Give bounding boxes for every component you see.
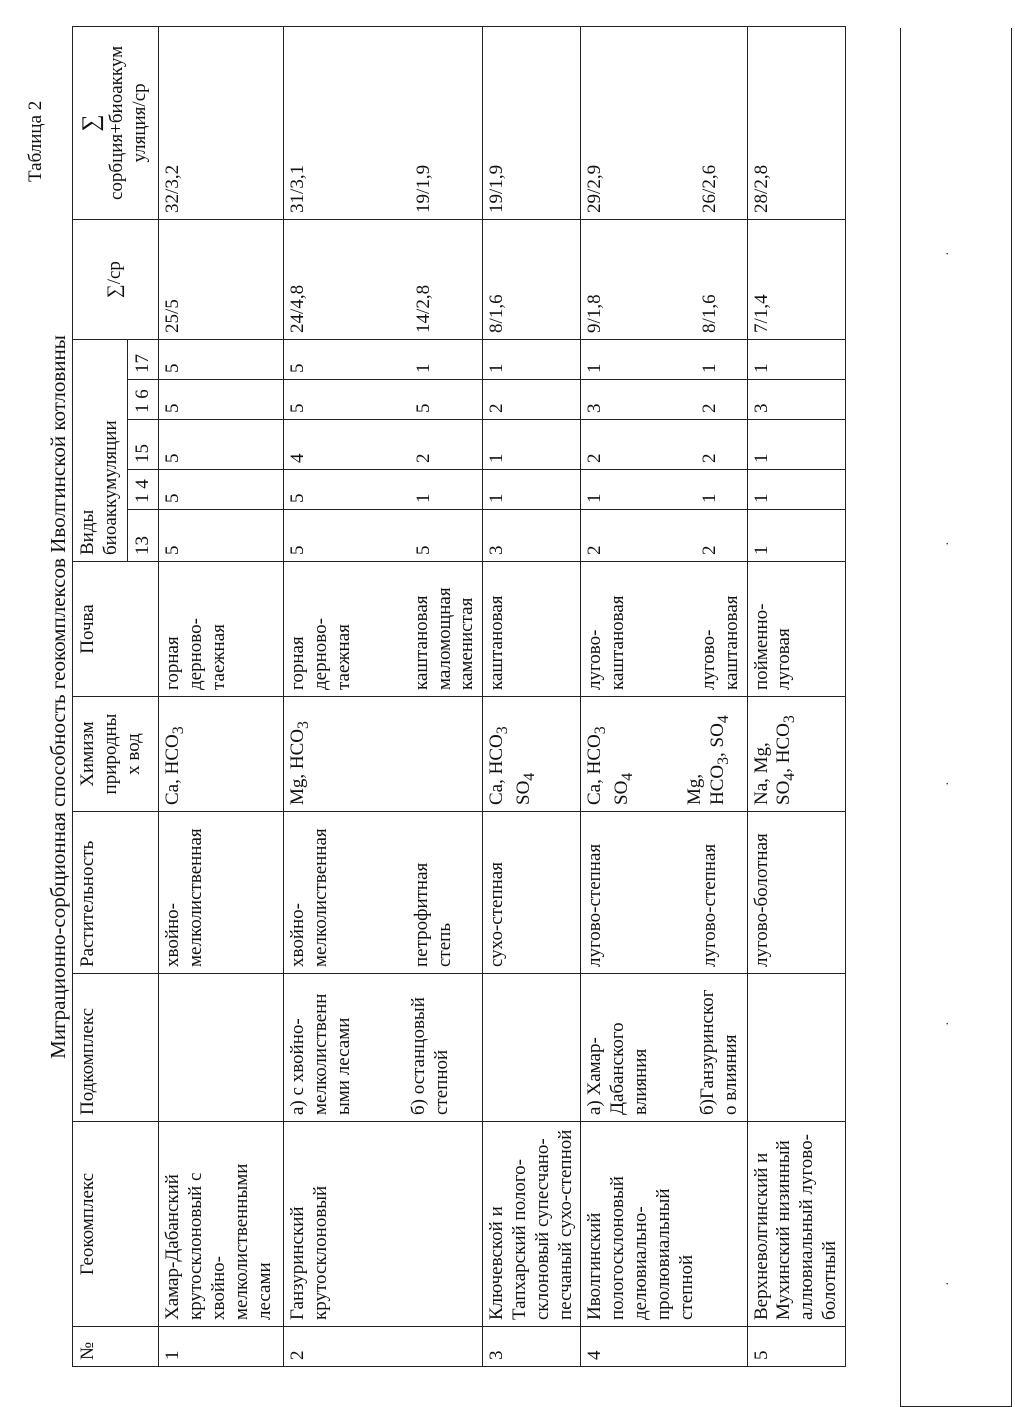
cell-b16: 2 bbox=[483, 380, 581, 420]
b17-a: 1 bbox=[584, 363, 606, 373]
sum-b: 14/2,8 bbox=[413, 284, 435, 333]
scan-speck: · bbox=[941, 1281, 956, 1286]
cell-subcomplex bbox=[581, 974, 747, 1122]
cell-subcomplex bbox=[159, 974, 284, 1122]
cell-total bbox=[284, 26, 483, 219]
cell-num: 3 bbox=[483, 1327, 581, 1367]
subheader-13: 13 bbox=[127, 510, 159, 562]
cell-geocomplex: Верхневолгинский и Мухинский низинный аллювиальный лугово-болотный bbox=[747, 1122, 845, 1327]
chemistry-a: Ca, $HCO_3$ $SO_4$ bbox=[584, 726, 636, 805]
cell-chemistry: Na, Mg, $SO_4$, $HCO_3$ bbox=[747, 697, 845, 812]
table-row bbox=[483, 26, 581, 1366]
b16-b: 5 bbox=[413, 403, 435, 413]
cell-b13 bbox=[581, 510, 747, 562]
subheader-14: 1 4 bbox=[127, 470, 159, 510]
footer-frame bbox=[900, 28, 1012, 1407]
cell-sum: 25/5 bbox=[159, 219, 284, 339]
cell-geocomplex: Ганзуринский крутосклоновый bbox=[284, 1122, 483, 1327]
table-row bbox=[284, 26, 483, 1366]
cell-b17 bbox=[581, 339, 747, 379]
cell-b13: 1 bbox=[747, 510, 845, 562]
b13-b: 2 bbox=[699, 545, 721, 555]
header-soil: Почва bbox=[73, 562, 159, 697]
b14-b: 1 bbox=[699, 493, 721, 503]
cell-total: 28/2,8 bbox=[747, 26, 845, 219]
b14-a: 5 bbox=[287, 493, 309, 503]
soil-b: лугово-каштановая bbox=[697, 595, 742, 690]
header-geocomplex: Геокомплекс bbox=[73, 1122, 159, 1327]
cell-b14 bbox=[284, 470, 483, 510]
cell-b16 bbox=[284, 380, 483, 420]
cell-b15: 5 bbox=[159, 420, 284, 470]
b16-b: 2 bbox=[699, 403, 721, 413]
header-row bbox=[73, 26, 128, 1366]
cell-chemistry: Mg, $HCO_3$ bbox=[284, 697, 483, 812]
cell-b14 bbox=[581, 470, 747, 510]
b15-a: 2 bbox=[584, 453, 606, 463]
cell-soil: пойменно-луговая bbox=[747, 562, 845, 697]
header-chem-line1: Химизм природны bbox=[77, 713, 121, 795]
b15-b: 2 bbox=[699, 453, 721, 463]
cell-subcomplex bbox=[483, 974, 581, 1122]
table-caption: Таблица 2 bbox=[25, 100, 46, 182]
header-water-chemistry bbox=[73, 697, 159, 812]
header-total-line1: сорбция+биоаккум bbox=[105, 45, 127, 201]
cell-sum: 7/1,4 bbox=[747, 219, 845, 339]
cell-subcomplex bbox=[747, 974, 845, 1122]
data-table bbox=[72, 26, 846, 1367]
cell-chemistry: Ca, $HCO_3$ $SO_4$ bbox=[483, 697, 581, 812]
soil-b: каштановая маломощная каменистая bbox=[410, 587, 478, 690]
cell-b13: 3 bbox=[483, 510, 581, 562]
chemistry-b: Mg, $HCO_3$, $SO_4$ bbox=[683, 715, 732, 805]
vegetation-a: лугово-степная bbox=[584, 843, 606, 967]
cell-chemistry bbox=[581, 697, 747, 812]
table-row bbox=[747, 26, 845, 1366]
cell-b16: 5 bbox=[159, 380, 284, 420]
total-b: 19/1,9 bbox=[413, 164, 435, 213]
cell-num: 1 bbox=[159, 1327, 284, 1367]
cell-b15: 1 bbox=[483, 420, 581, 470]
header-bioaccumulation bbox=[73, 339, 128, 561]
vegetation-a: хвойно-мелколиственная bbox=[287, 828, 332, 967]
scan-speck: · bbox=[941, 251, 956, 256]
vegetation-b: петрофитная степь bbox=[410, 862, 455, 967]
header-chem-line2: х вод bbox=[122, 733, 144, 775]
cell-b15 bbox=[284, 420, 483, 470]
cell-b14: 5 bbox=[159, 470, 284, 510]
cell-vegetation bbox=[284, 812, 483, 974]
header-bio-line2: биоаккумуляции bbox=[99, 420, 121, 555]
vegetation-b: лугово-степная bbox=[699, 843, 721, 967]
cell-b17 bbox=[284, 339, 483, 379]
b14-b: 1 bbox=[413, 493, 435, 503]
subheader-16: 1 6 bbox=[127, 380, 159, 420]
b15-a: 4 bbox=[287, 453, 309, 463]
cell-b16: 3 bbox=[747, 380, 845, 420]
cell-chemistry: Ca, $HCO_3$ bbox=[159, 697, 284, 812]
cell-b15 bbox=[581, 420, 747, 470]
cell-total: 32/3,2 bbox=[159, 26, 284, 219]
table-row bbox=[159, 26, 284, 1366]
header-total-symbol: ∑ bbox=[78, 114, 104, 132]
cell-b14: 1 bbox=[747, 470, 845, 510]
cell-sum bbox=[581, 219, 747, 339]
cell-b17: 1 bbox=[483, 339, 581, 379]
table-row bbox=[581, 26, 747, 1366]
cell-soil: каштановая bbox=[483, 562, 581, 697]
b13-b: 5 bbox=[413, 545, 435, 555]
cell-num: 5 bbox=[747, 1327, 845, 1367]
b17-b: 1 bbox=[699, 363, 721, 373]
cell-b16 bbox=[581, 380, 747, 420]
sum-a: 24/4,8 bbox=[287, 284, 309, 333]
cell-b17: 5 bbox=[159, 339, 284, 379]
cell-total bbox=[581, 26, 747, 219]
cell-soil bbox=[581, 562, 747, 697]
total-a: 29/2,9 bbox=[584, 164, 606, 213]
header-subcomplex: Подкомплекс bbox=[73, 974, 159, 1122]
cell-soil bbox=[284, 562, 483, 697]
header-total-line2: уляция/ср bbox=[128, 83, 150, 163]
scan-speck: · bbox=[941, 781, 956, 786]
sum-b: 8/1,6 bbox=[699, 294, 721, 333]
cell-geocomplex: Иволгинский пологосклоновый делювиально-пролювиальный степной bbox=[581, 1122, 747, 1327]
b16-a: 3 bbox=[584, 403, 606, 413]
cell-sum: 8/1,6 bbox=[483, 219, 581, 339]
subcomplex-a: а) Хамар-Дабанского влияния bbox=[584, 1022, 651, 1115]
cell-b13 bbox=[284, 510, 483, 562]
cell-b17: 1 bbox=[747, 339, 845, 379]
soil-a: горная дерново-таежная bbox=[287, 618, 354, 690]
cell-b13: 5 bbox=[159, 510, 284, 562]
subcomplex-b: б) останцовый степной bbox=[407, 997, 452, 1115]
b13-a: 5 bbox=[287, 545, 309, 555]
subcomplex-b: б)Ганзуринског о влияния bbox=[696, 989, 741, 1115]
cell-vegetation: сухо-степная bbox=[483, 812, 581, 974]
table-title: Миграционно-сорбционная способность геокомплексов Иволгинской котловины bbox=[46, 335, 70, 1059]
cell-vegetation: хвойно-мелколиственная bbox=[159, 812, 284, 974]
total-a: 31/3,1 bbox=[287, 164, 309, 213]
subheader-17: 17 bbox=[127, 339, 159, 379]
cell-num: 4 bbox=[581, 1327, 747, 1367]
cell-geocomplex: Хамар-Дабанский крутосклоновый с хвойно-мелколиственными лесами bbox=[159, 1122, 284, 1327]
cell-geocomplex: Ключевской и Тапхарский полого-склоновый супесчано-песчаный сухо-степной bbox=[483, 1122, 581, 1327]
header-num: № bbox=[73, 1327, 159, 1367]
cell-sum bbox=[284, 219, 483, 339]
cell-vegetation bbox=[581, 812, 747, 974]
soil-a: лугово-каштановая bbox=[584, 595, 629, 690]
header-vegetation: Растительность bbox=[73, 812, 159, 974]
scan-speck: · bbox=[941, 541, 956, 546]
header-sum: ∑/ср bbox=[73, 219, 159, 339]
cell-vegetation: лугово-болотная bbox=[747, 812, 845, 974]
b15-b: 2 bbox=[413, 453, 435, 463]
subheader-15: 15 bbox=[127, 420, 159, 470]
cell-b14: 1 bbox=[483, 470, 581, 510]
b16-a: 5 bbox=[287, 403, 309, 413]
cell-num: 2 bbox=[284, 1327, 483, 1367]
scan-speck: · bbox=[941, 1021, 956, 1026]
header-total bbox=[73, 26, 159, 219]
sum-a: 9/1,8 bbox=[584, 294, 606, 333]
cell-subcomplex bbox=[284, 974, 483, 1122]
subcomplex-a: а) с хвойно-мелколиственн ыми лесами bbox=[287, 993, 354, 1115]
b13-a: 2 bbox=[584, 545, 606, 555]
b17-a: 5 bbox=[287, 363, 309, 373]
b14-a: 1 bbox=[584, 493, 606, 503]
cell-soil: горная дерново-таежная bbox=[159, 562, 284, 697]
cell-b15: 1 bbox=[747, 420, 845, 470]
cell-total: 19/1,9 bbox=[483, 26, 581, 219]
total-b: 26/2,6 bbox=[699, 164, 721, 213]
b17-b: 1 bbox=[413, 363, 435, 373]
header-bio-line1: Виды bbox=[77, 509, 98, 555]
